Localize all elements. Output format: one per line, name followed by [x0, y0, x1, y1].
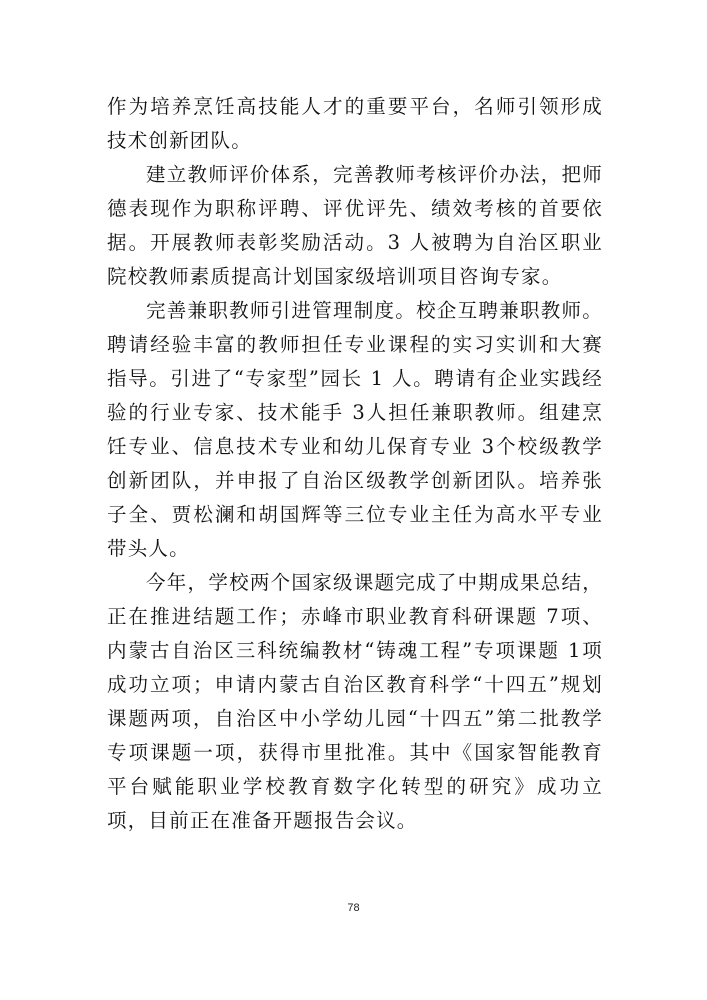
body-text	[107, 90, 603, 838]
paragraph-research-projects: 今年，学校两个国家级课题完成了中期成果总结，正在推进结题工作；赤峰市职业教育科研课题 7项、内蒙古自治区三科统编教材“铸魂工程”专项课题 1项成功立项；申请内蒙古自治区教育科学“十四五”规划课题两项，自治区中小学幼儿园“十四五”第二批教学专项课题一项，获得市里批准。其中《国家智能教育平台赋能职业学校教育数字化转型的研究》成功立项，目前正在准备开题报告会议。	[107, 571, 603, 832]
paragraph-teacher-evaluation: 建立教师评价体系，完善教师考核评价办法，把师德表现作为职称评聘、评优评先、绩效考核的首要依据。开展教师表彰奖励活动。3 人被聘为自治区职业院校教师素质提高计划国家级培训项目咨询专家。	[107, 163, 603, 288]
paragraph-part-time-teachers: 完善兼职教师引进管理制度。校企互聘兼职教师。聘请经验丰富的教师担任专业课程的实习实训和大赛指导。引进了“专家型”园长 1 人。聘请有企业实践经验的行业专家、技术能手 3人担任兼职教师。组建烹饪专业、信息技术专业和幼儿保育专业 3个校级教学创新团队，并申报了自治区级教学创新团队。培养张子全、贾松澜和胡国辉等三位专业主任为高水平专业带头人。	[107, 299, 603, 560]
paragraph-continued-team: 作为培养烹饪高技能人才的重要平台，名师引领形成技术创新团队。	[107, 95, 603, 152]
page-number: 78	[347, 902, 360, 914]
